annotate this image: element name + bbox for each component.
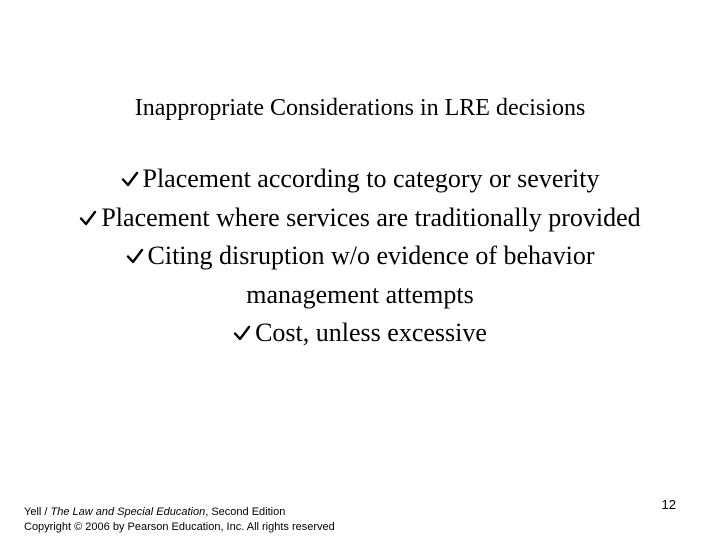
footer-edition: , Second Edition <box>205 506 286 518</box>
check-mark-icon <box>121 170 139 188</box>
bullet-item <box>60 199 660 238</box>
bullet-item <box>60 160 660 199</box>
page-number: 12 <box>661 497 676 512</box>
footer-book-title: The Law and Special Education <box>50 506 206 518</box>
check-mark-icon <box>233 324 251 342</box>
bullet-text: Cost, unless excessive <box>255 318 487 347</box>
bullet-text: Placement according to category or severity <box>142 164 600 193</box>
bullet-item <box>60 314 660 353</box>
footer-citation <box>24 505 335 535</box>
slide-title: Inappropriate Considerations in LRE decisions <box>134 95 586 121</box>
bullet-text: Placement where services are traditionally provided <box>101 202 641 232</box>
bullet-text: Citing disruption w/o evidence of behavior management attempts <box>147 241 595 309</box>
bullet-list <box>60 160 660 353</box>
bullet-item <box>60 237 660 314</box>
check-mark-icon <box>126 247 144 265</box>
footer-source <box>24 505 335 520</box>
check-mark-icon <box>79 209 97 227</box>
footer-author: Yell / <box>24 506 51 518</box>
footer-copyright: Copyright © 2006 by Pearson Education, Inc. All rights reserved <box>24 521 335 533</box>
